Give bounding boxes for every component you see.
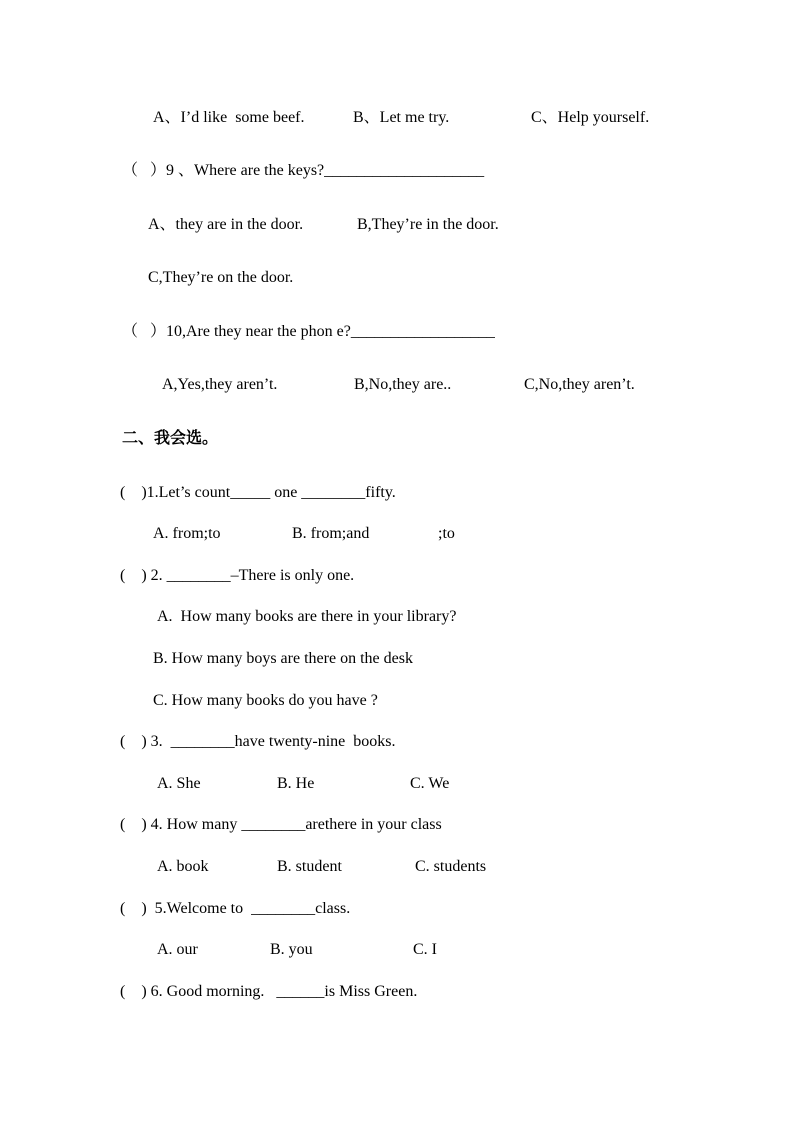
s2-q5-option-c: C. I bbox=[413, 941, 437, 958]
s2-q2-option-b: B. How many boys are there on the desk bbox=[153, 650, 413, 667]
s2-q1-option-b: B. from;and bbox=[292, 525, 370, 542]
s2-q4-option-a: A. book bbox=[157, 858, 209, 875]
s2-q5-option-a: A. our bbox=[157, 941, 198, 958]
s2-q1-option-a: A. from;to bbox=[153, 525, 221, 542]
s2-q1-question: ( )1.Let’s count_____ one ________fifty. bbox=[120, 484, 396, 501]
s2-q3-option-a: A. She bbox=[157, 775, 201, 792]
s2-q5-option-b: B. you bbox=[270, 941, 313, 958]
s2-q2-question: ( ) 2. ________–There is only one. bbox=[120, 567, 355, 584]
q10-option-a: A,Yes,they aren’t. bbox=[162, 376, 278, 393]
s2-q4-option-b: B. student bbox=[277, 858, 342, 875]
s2-q2-option-c: C. How many books do you have ? bbox=[153, 692, 378, 709]
q9-option-c: C,They’re on the door. bbox=[148, 269, 294, 286]
q9-option-b: B,They’re in the door. bbox=[357, 216, 499, 233]
s2-q4-question: ( ) 4. How many ________arethere in your class bbox=[120, 816, 442, 833]
s2-q2-option-a: A. How many books are there in your library? bbox=[157, 608, 457, 625]
q10-option-c: C,No,they aren’t. bbox=[524, 376, 635, 393]
q8-option-c: C、Help yourself. bbox=[531, 109, 650, 126]
q10-question: （ ）10,Are they near the phon e?__________________ bbox=[122, 323, 495, 340]
s2-q5-question: ( ) 5.Welcome to ________class. bbox=[120, 900, 351, 917]
section-2-heading: 二、我会选。 bbox=[122, 428, 219, 447]
q8-option-a: A、I’d like some beef. bbox=[153, 109, 305, 126]
s2-q3-option-b: B. He bbox=[277, 775, 315, 792]
s2-q4-option-c: C. students bbox=[415, 858, 487, 875]
q10-option-b: B,No,they are.. bbox=[354, 376, 452, 393]
q8-option-b: B、Let me try. bbox=[353, 109, 450, 126]
q9-option-a: A、they are in the door. bbox=[148, 216, 304, 233]
s2-q6-question: ( ) 6. Good morning. ______is Miss Green. bbox=[120, 983, 418, 1000]
s2-q3-option-c: C. We bbox=[410, 775, 450, 792]
q9-question: （ ）9 、Where are the keys?____________________ bbox=[122, 162, 485, 179]
s2-q3-question: ( ) 3. ________have twenty-nine books. bbox=[120, 733, 396, 750]
s2-q1-option-c: ;to bbox=[438, 525, 455, 542]
